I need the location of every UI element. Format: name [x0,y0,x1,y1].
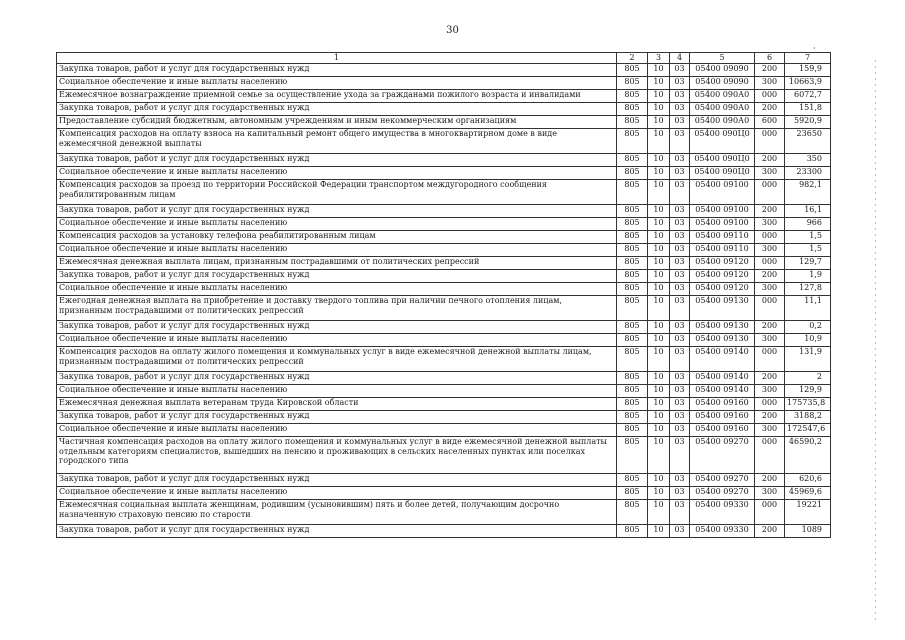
table-cell: 1,5 [785,244,831,257]
table-cell: 03 [670,385,690,398]
table-cell: 129,9 [785,385,831,398]
table-cell: 03 [670,205,690,218]
table-cell: 10663,9 [785,77,831,90]
table-cell: 03 [670,487,690,500]
table-cell: 05400 09160 [690,424,755,437]
table-cell: 1,5 [785,231,831,244]
table-cell: 300 [755,244,785,257]
table-cell: Предоставление субсидий бюджетным, автономным учреждениям и иным некоммерческим организациям [57,116,617,129]
table-cell: 05400 090Ц0 [690,154,755,167]
table-cell: 300 [755,385,785,398]
table-cell: 000 [755,347,785,372]
table-cell: 10 [648,180,670,205]
table-row [57,487,831,500]
table-cell: 805 [617,103,648,116]
table-cell: 2 [785,372,831,385]
table-cell: 46590,2 [785,437,831,474]
table-cell: 805 [617,257,648,270]
table-cell: 10 [648,500,670,525]
table-cell: 45969,6 [785,487,831,500]
table-cell: 10 [648,321,670,334]
table-cell: Ежемесячная денежная выплата ветеранам труда Кировской области [57,398,617,411]
table-cell: 805 [617,64,648,77]
table-cell: 805 [617,231,648,244]
table-cell: 6072,7 [785,90,831,103]
table-cell: 03 [670,64,690,77]
table-cell: 175735,8 [785,398,831,411]
table-cell: 10 [648,385,670,398]
table-cell: 805 [617,77,648,90]
table-cell: 10 [648,103,670,116]
table-cell: 000 [755,180,785,205]
table-cell: 131,9 [785,347,831,372]
table-cell: 966 [785,218,831,231]
table-cell: 620,6 [785,474,831,487]
table-cell: 03 [670,77,690,90]
table-cell: 10 [648,487,670,500]
table-cell: 1,9 [785,270,831,283]
table-cell: 03 [670,437,690,474]
table-cell: Социальное обеспечение и иные выплаты населению [57,487,617,500]
budget-table [56,52,831,538]
table-row [57,500,831,525]
table-cell: 05400 090А0 [690,103,755,116]
table-cell: 805 [617,270,648,283]
table-cell: 600 [755,116,785,129]
table-cell: 05400 09270 [690,437,755,474]
table-cell: 05400 090А0 [690,90,755,103]
table-cell: 000 [755,231,785,244]
table-row [57,424,831,437]
table-row [57,205,831,218]
table-cell: 05400 09090 [690,77,755,90]
table-cell: 805 [617,474,648,487]
table-cell: Социальное обеспечение и иные выплаты населению [57,244,617,257]
table-row [57,116,831,129]
table-cell: 03 [670,116,690,129]
table-cell: 000 [755,296,785,321]
table-cell: 05400 09160 [690,398,755,411]
table-cell: 200 [755,205,785,218]
table-cell: 05400 09140 [690,372,755,385]
table-cell: Ежемесячная социальная выплата женщинам, родившим (усыновившим) пять и более детей, получающим досрочно назначенную страховую пенсию по старости [57,500,617,525]
header-cell: 1 [57,53,617,64]
header-cell: 6 [755,53,785,64]
table-cell: 3188,2 [785,411,831,424]
table-cell: 03 [670,167,690,180]
table-row [57,398,831,411]
table-cell: 000 [755,500,785,525]
table-cell: 127,8 [785,283,831,296]
table-cell: 805 [617,205,648,218]
table-cell: 10 [648,257,670,270]
table-cell: 05400 09270 [690,474,755,487]
table-cell: 03 [670,270,690,283]
table-cell: 10 [648,244,670,257]
table-cell: 05400 09160 [690,411,755,424]
table-cell: 23650 [785,129,831,154]
table-cell: 10 [648,411,670,424]
table-cell: 10 [648,347,670,372]
table-cell: 19221 [785,500,831,525]
table-cell: 159,9 [785,64,831,77]
table-cell: Социальное обеспечение и иные выплаты населению [57,283,617,296]
table-cell: 10 [648,424,670,437]
table-cell: 03 [670,321,690,334]
table-cell: 10 [648,296,670,321]
table-row [57,77,831,90]
table-cell: 805 [617,398,648,411]
table-cell: 10 [648,437,670,474]
table-cell: 05400 090Ц0 [690,129,755,154]
table-row [57,334,831,347]
table-cell: Компенсация расходов на оплату взноса на капитальный ремонт общего имущества в многоквартирном доме в виде ежемесячной денежной выплаты [57,129,617,154]
table-row [57,90,831,103]
table-cell: Социальное обеспечение и иные выплаты населению [57,77,617,90]
table-row [57,180,831,205]
table-cell: 000 [755,90,785,103]
table-cell: 05400 09120 [690,270,755,283]
table-cell: 000 [755,257,785,270]
table-cell: 05400 090Ц0 [690,167,755,180]
table-row [57,411,831,424]
table-cell: 000 [755,437,785,474]
table-cell: 200 [755,411,785,424]
table-cell: 0,2 [785,321,831,334]
table-row [57,270,831,283]
table-cell: Ежемесячное вознаграждение приемной семье за осуществление ухода за гражданами пожилого возраста и инвалидами [57,90,617,103]
table-cell: 200 [755,103,785,116]
table-cell: Социальное обеспечение и иные выплаты населению [57,424,617,437]
table-cell: 03 [670,525,690,538]
table-cell: Ежегодная денежная выплата на приобретение и доставку твердого топлива при наличии печного отопления лицам, признанным пострадавшими от политических репрессий [57,296,617,321]
table-cell: 151,8 [785,103,831,116]
table-cell: 10 [648,116,670,129]
table-cell: 03 [670,424,690,437]
table-cell: 05400 09330 [690,525,755,538]
table-cell: 805 [617,487,648,500]
table-cell: 1089 [785,525,831,538]
table-row [57,347,831,372]
table-cell: 000 [755,398,785,411]
table-cell: 10 [648,283,670,296]
header-row [57,53,831,64]
table-cell: 10 [648,398,670,411]
table-cell: 300 [755,334,785,347]
table-cell: 300 [755,424,785,437]
table-cell: 200 [755,270,785,283]
table-cell: 350 [785,154,831,167]
table-cell: 05400 09140 [690,347,755,372]
table-cell: 05400 09120 [690,283,755,296]
table-cell: Социальное обеспечение и иные выплаты населению [57,167,617,180]
table-cell: 03 [670,283,690,296]
table-cell: Социальное обеспечение и иные выплаты населению [57,385,617,398]
table-cell: 03 [670,474,690,487]
table-cell: Закупка товаров, работ и услуг для государственных нужд [57,270,617,283]
table-cell: 10 [648,525,670,538]
table-cell: 805 [617,525,648,538]
table-cell: 03 [670,257,690,270]
table-cell: Компенсация расходов за проезд по территории Российской Федерации транспортом междугородного сообщения реабилитированным лицам [57,180,617,205]
table-cell: 805 [617,283,648,296]
table-cell: 10 [648,334,670,347]
table-cell: 805 [617,180,648,205]
table-cell: 05400 09110 [690,244,755,257]
table-cell: 10 [648,64,670,77]
table-row [57,103,831,116]
table-cell: 10 [648,218,670,231]
table-row [57,231,831,244]
table-cell: 200 [755,525,785,538]
table-cell: 05400 09330 [690,500,755,525]
table-row [57,167,831,180]
table-cell: 805 [617,385,648,398]
table-cell: 000 [755,129,785,154]
table-cell: 05400 09090 [690,64,755,77]
table-row [57,296,831,321]
table-cell: 10 [648,231,670,244]
table-cell: 300 [755,218,785,231]
table-cell: Закупка товаров, работ и услуг для государственных нужд [57,154,617,167]
table-cell: Закупка товаров, работ и услуг для государственных нужд [57,103,617,116]
table-row [57,129,831,154]
table-row [57,154,831,167]
table-cell: 129,7 [785,257,831,270]
table-cell: 982,1 [785,180,831,205]
table-cell: Закупка товаров, работ и услуг для государственных нужд [57,205,617,218]
table-row [57,372,831,385]
table-row [57,437,831,474]
table-cell: Социальное обеспечение и иные выплаты населению [57,334,617,347]
table-row [57,525,831,538]
budget-table-container [56,52,831,538]
table-row [57,321,831,334]
table-row [57,64,831,77]
table-cell: 05400 09140 [690,385,755,398]
table-cell: 805 [617,116,648,129]
table-cell: 03 [670,334,690,347]
table-cell: 03 [670,398,690,411]
page-number: 30 [446,25,459,36]
table-row [57,474,831,487]
table-cell: 805 [617,90,648,103]
table-cell: Социальное обеспечение и иные выплаты населению [57,218,617,231]
table-cell: 03 [670,218,690,231]
header-cell: 3 [648,53,670,64]
table-cell: 05400 09130 [690,334,755,347]
table-cell: 03 [670,296,690,321]
table-cell: 10 [648,205,670,218]
table-cell: 805 [617,500,648,525]
table-row [57,385,831,398]
table-cell: 03 [670,411,690,424]
table-cell: 03 [670,372,690,385]
table-cell: 05400 09110 [690,231,755,244]
table-cell: 03 [670,244,690,257]
table-cell: 300 [755,77,785,90]
table-cell: 805 [617,411,648,424]
table-cell: 805 [617,218,648,231]
table-cell: 172547,6 [785,424,831,437]
header-cell: 4 [670,53,690,64]
table-cell: 805 [617,129,648,154]
table-cell: 10 [648,474,670,487]
table-cell: 03 [670,231,690,244]
table-cell: 05400 09100 [690,180,755,205]
table-cell: 200 [755,154,785,167]
table-row [57,257,831,270]
table-cell: Закупка товаров, работ и услуг для государственных нужд [57,321,617,334]
table-cell: 03 [670,103,690,116]
table-cell: 805 [617,296,648,321]
table-cell: 805 [617,244,648,257]
table-cell: 03 [670,347,690,372]
table-row [57,244,831,257]
table-cell: 16,1 [785,205,831,218]
table-cell: 05400 09130 [690,321,755,334]
table-cell: Компенсация расходов на оплату жилого помещения и коммунальных услуг в виде ежемесячной денежной выплаты лицам, признанным пострадавшими от политических репрессий [57,347,617,372]
table-cell: 05400 09130 [690,296,755,321]
table-cell: 10 [648,270,670,283]
table-cell: 200 [755,372,785,385]
table-cell: 805 [617,167,648,180]
table-row [57,283,831,296]
table-cell: 300 [755,283,785,296]
table-cell: 05400 090А0 [690,116,755,129]
table-cell: Частичная компенсация расходов на оплату жилого помещения и коммунальных услуг в виде ежемесячной денежной выплаты отдельным категориям специалистов, вышедших на пенсию и проживающих в сельских населенных пунктах или поселках городского типа [57,437,617,474]
table-cell: 5920,9 [785,116,831,129]
table-row [57,218,831,231]
table-cell: 03 [670,90,690,103]
table-cell: Закупка товаров, работ и услуг для государственных нужд [57,525,617,538]
table-cell: 03 [670,154,690,167]
table-cell: 200 [755,64,785,77]
table-cell: 10 [648,167,670,180]
table-cell: 03 [670,180,690,205]
table-cell: 10 [648,372,670,385]
table-body [57,64,831,538]
header-cell: 7 [785,53,831,64]
table-cell: 805 [617,437,648,474]
table-cell: 805 [617,334,648,347]
table-cell: 11,1 [785,296,831,321]
table-cell: 300 [755,167,785,180]
table-cell: 805 [617,347,648,372]
table-cell: 805 [617,424,648,437]
table-cell: Закупка товаров, работ и услуг для государственных нужд [57,474,617,487]
table-cell: 03 [670,500,690,525]
table-cell: 805 [617,321,648,334]
table-cell: 10 [648,90,670,103]
table-cell: Ежемесячная денежная выплата лицам, признанным пострадавшими от политических репрессий [57,257,617,270]
table-cell: 03 [670,129,690,154]
table-cell: 05400 09270 [690,487,755,500]
table-cell: 200 [755,474,785,487]
table-cell: 10 [648,77,670,90]
table-cell: 805 [617,154,648,167]
table-cell: Закупка товаров, работ и услуг для государственных нужд [57,411,617,424]
tick-mark: · [813,44,816,53]
table-cell: 05400 09100 [690,218,755,231]
table-cell: Закупка товаров, работ и услуг для государственных нужд [57,372,617,385]
header-cell: 2 [617,53,648,64]
table-cell: 05400 09120 [690,257,755,270]
header-cell: 5 [690,53,755,64]
table-cell: 10 [648,154,670,167]
table-cell: 10 [648,129,670,154]
table-cell: Компенсация расходов за установку телефона реабилитированным лицам [57,231,617,244]
margin-dotted-line [875,60,876,620]
table-cell: 05400 09100 [690,205,755,218]
table-cell: 200 [755,321,785,334]
table-cell: Закупка товаров, работ и услуг для государственных нужд [57,64,617,77]
table-cell: 10,9 [785,334,831,347]
table-cell: 805 [617,372,648,385]
table-cell: 300 [755,487,785,500]
table-cell: 23300 [785,167,831,180]
